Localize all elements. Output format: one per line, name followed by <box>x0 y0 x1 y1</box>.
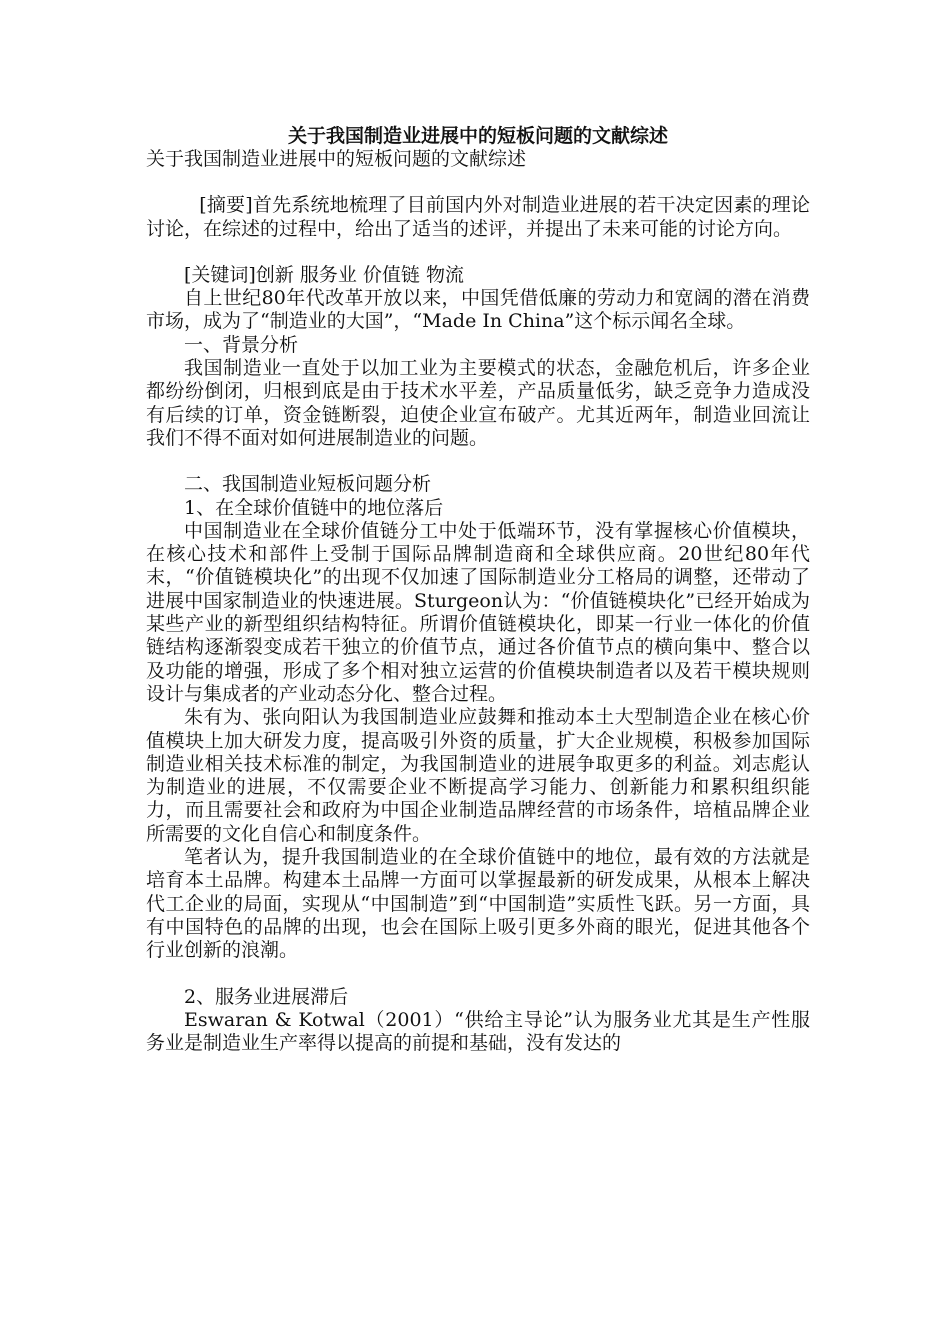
spacer <box>146 171 810 194</box>
spacer <box>146 450 810 473</box>
subsection-heading-value-chain: 1、在全球价值链中的地位落后 <box>184 496 444 519</box>
section1-paragraph: 我国制造业一直处于以加工业为主要模式的状态，金融危机后，许多企业都纷纷倒闭，归根到底是由于技术水平差，产品质量低劣，缺乏竞争力造成没有后续的订单，资金链断裂，迫使企业宣布破产。尤其近两年，制造业回流让我们不得不面对如何进展制造业的问题。 <box>146 357 810 449</box>
intro-paragraph: 自上世纪80年代改革开放以来，中国凭借低廉的劳动力和宽阔的潜在消费市场，成为了“制造业的大国”，“Made In China”这个标示闻名全球。 <box>146 287 810 333</box>
spacer <box>146 963 810 986</box>
services-paragraph-1: Eswaran & Kotwal（2001）“供给主导论”认为服务业尤其是生产性服务业是制造业生产率得以提高的前提和基础，没有发达的 <box>146 1008 810 1055</box>
subsection-heading-services: 2、服务业进展滞后 <box>184 985 349 1008</box>
section-heading-analysis: 二、我国制造业短板问题分析 <box>184 473 432 496</box>
document-title: 关于我国制造业进展中的短板问题的文献综述 <box>287 125 668 147</box>
abstract-paragraph: [摘要]首先系统地梳理了目前国内外对制造业进展的若干决定因素的理论讨论，在综述的过程中，给出了适当的述评，并提出了未来可能的讨论方向。 <box>146 194 810 240</box>
spacer <box>146 241 810 264</box>
value-chain-paragraph-1: 中国制造业在全球价值链分工中处于低端环节，没有掌握核心价值模块，在核心技术和部件上受制于国际品牌制造商和全球供应商。20世纪80年代末，“价值链模块化”的出现不仅加速了国际制造业分工格局的调整，还带动了进展中国家制造业的快速进展。Sturgeon认为：“价值链模块化”已经开始成为某些产业的新型组织结构特征。所谓价值链模块化，即某一行业一体化的价值链结构逐渐裂变成若干独立的价值节点，通过各价值节点的横向集中、整合以及功能的增强，形成了多个相对独立运营的价值模块制造者以及若干模块规则设计与集成者的产业动态分化、整合过程。 <box>146 519 810 705</box>
value-chain-paragraph-2: 朱有为、张向阳认为我国制造业应鼓舞和推动本土大型制造企业在核心价值模块上加大研发力度，提高吸引外资的质量，扩大企业规模，积极参加国际制造业相关技术标准的制定，为我国制造业的进展争取更多的利益。刘志彪认为制造业的进展，不仅需要企业不断提高学习能力、创新能力和累积组织能力，而且需要社会和政府为中国企业制造品牌经营的市场条件，培植品牌企业所需要的文化自信心和制度条件。 <box>146 706 810 845</box>
document-subtitle: 关于我国制造业进展中的短板问题的文献综述 <box>146 148 527 170</box>
document-body <box>146 124 810 1055</box>
keywords-paragraph: [关键词]创新 服务业 价值链 物流 <box>184 263 464 286</box>
section-heading-background: 一、背景分析 <box>184 333 299 356</box>
value-chain-paragraph-3: 笔者认为，提升我国制造业的在全球价值链中的地位，最有效的方法就是培育本土品牌。构建本土品牌一方面可以掌握最新的研发成果，从根本上解决代工企业的局面，实现从“中国制造”到“中国制造”实质性飞跃。另一方面，具有中国特色的品牌的出现，也会在国际上吸引更多外商的眼光，促进其他各个行业创新的浪潮。 <box>146 846 810 962</box>
